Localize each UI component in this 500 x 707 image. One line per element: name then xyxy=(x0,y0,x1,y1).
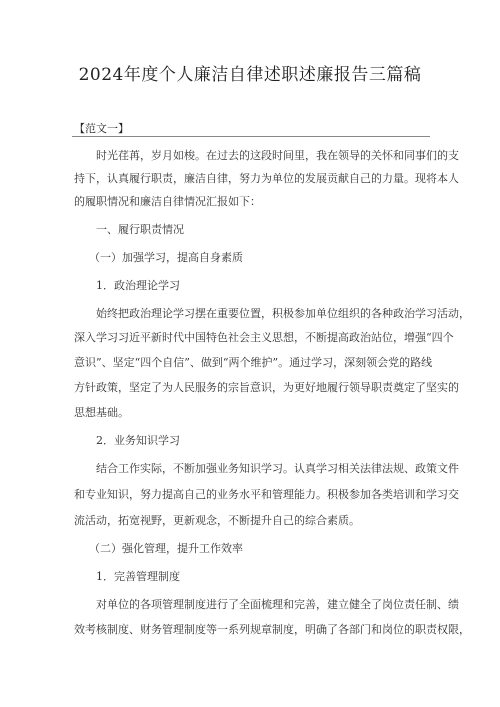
body-line: 深入学习习近平新时代中国特色社会主义思想，不断提高政治站位，增强“四个 xyxy=(74,331,454,344)
section-label: 【范文一】 xyxy=(74,122,129,135)
item-heading: 1．完善管理制度 xyxy=(96,570,180,583)
body-line: 效考核制度、财务管理制度等一系列规章制度，明确了各部门和岗位的职责权限， xyxy=(74,623,470,636)
item-heading: 1．政治理论学习 xyxy=(96,279,180,292)
body-line: 持下，认真履行职责，廉洁自律，努力为单位的发展贡献自己的力量。现将本人 xyxy=(74,172,459,185)
body-line: 流活动，拓宽视野，更新观念，不断提升自己的综合素质。 xyxy=(74,514,360,527)
body-line: 结合工作实际，不断加强业务知识学习。认真学习相关法律法规、政策文件 xyxy=(96,462,459,475)
subsection-heading: （二）强化管理，提升工作效率 xyxy=(89,542,243,555)
body-line: 意识”、坚定“四个自信”、做到“两个维护”。通过学习，深刻领会党的路线 xyxy=(74,356,433,369)
body-line: 时光荏苒，岁月如梭。在过去的这段时间里，我在领导的关怀和同事们的支 xyxy=(96,149,459,162)
body-line: 对单位的各项管理制度进行了全面梳理和完善，建立健全了岗位责任制、绩 xyxy=(96,598,459,611)
section-heading: 一、履行职责情况 xyxy=(96,223,184,236)
body-line: 思想基础。 xyxy=(74,406,129,419)
item-heading: 2．业务知识学习 xyxy=(96,434,180,447)
section-divider xyxy=(72,136,430,137)
subsection-heading: （一）加强学习，提高自身素质 xyxy=(89,251,243,264)
body-line: 和专业知识，努力提高自己的业务水平和管理能力。积极参加各类培训和学习交 xyxy=(74,488,459,501)
body-line: 方针政策，坚定了为人民服务的宗旨意识，为更好地履行领导职责奠定了坚实的 xyxy=(74,381,459,394)
document-title: 2024年度个人廉洁自律述职述廉报告三篇稿 xyxy=(78,65,422,85)
body-line: 始终把政治理论学习摆在重要位置，积极参加单位组织的各种政治学习活动， xyxy=(96,307,470,320)
body-line: 的履职情况和廉洁自律情况汇报如下： xyxy=(74,195,261,208)
